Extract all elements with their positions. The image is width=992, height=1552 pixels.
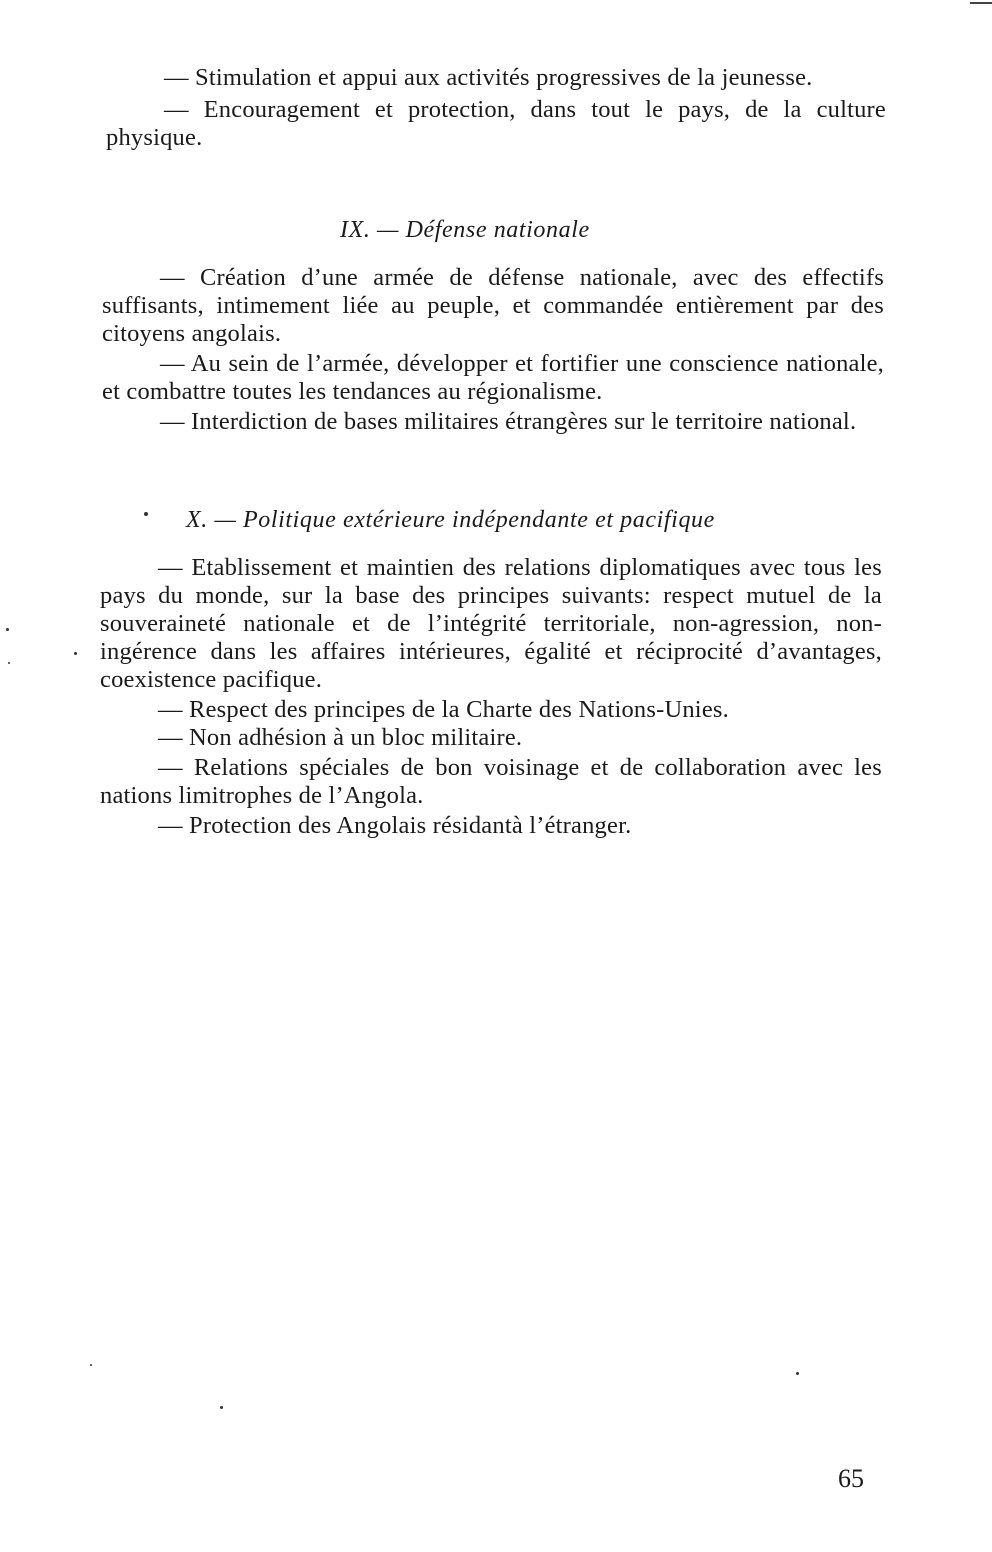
paragraph: — Relations spéciales de bon voisinage et de collaboration avec les nations limitrophes de l’Angola. bbox=[100, 754, 882, 809]
paragraph: — Protection des Angolais résidantà l’étranger. bbox=[158, 812, 632, 839]
scan-speck bbox=[90, 1364, 92, 1366]
paragraph: — Respect des principes de la Charte des Nations-Unies. bbox=[158, 696, 729, 723]
section-10-heading: X. — Politique extérieure indépendante et pacifique bbox=[186, 507, 715, 533]
paragraph: — Création d’une armée de défense nationale, avec des effectifs suffisants, intimement liée au peuple, et commandée entièrement par des citoyens angolais. bbox=[102, 264, 884, 347]
scan-speck bbox=[796, 1372, 799, 1375]
paragraph: — Au sein de l’armée, développer et fortifier une conscience nationale, et combattre toutes les tendances au régionalisme. bbox=[102, 350, 884, 405]
scan-speck bbox=[220, 1406, 223, 1409]
section-8-tail bbox=[106, 64, 886, 152]
paragraph: — Etablissement et maintien des relations diplomatiques avec tous les pays du monde, sur la base des principes suivants: respect mutuel de la souveraineté nationale et de l’intégrité territoriale, non-agression, non-ingérence dans les affaires intérieures, égalité et réciprocité d’avantages, coexistence pacifique. bbox=[100, 554, 882, 693]
paragraph: — Non adhésion à un bloc militaire. bbox=[158, 724, 523, 751]
scan-speck bbox=[6, 628, 9, 631]
scan-speck bbox=[8, 662, 10, 664]
scan-speck bbox=[144, 512, 148, 516]
paragraph: — Stimulation et appui aux activités progressives de la jeunesse. bbox=[164, 64, 813, 91]
section-9-body bbox=[102, 264, 884, 436]
section-9-heading: IX. — Défense nationale bbox=[340, 217, 590, 243]
section-10-body bbox=[100, 554, 882, 840]
scan-corner-mark bbox=[970, 2, 992, 4]
scan-speck bbox=[74, 652, 77, 655]
paragraph: — Interdiction de bases militaires étrangères sur le territoire national. bbox=[160, 408, 857, 435]
page-number: 65 bbox=[838, 1464, 864, 1493]
paragraph: — Encouragement et protection, dans tout le pays, de la culture physique. bbox=[106, 96, 886, 151]
